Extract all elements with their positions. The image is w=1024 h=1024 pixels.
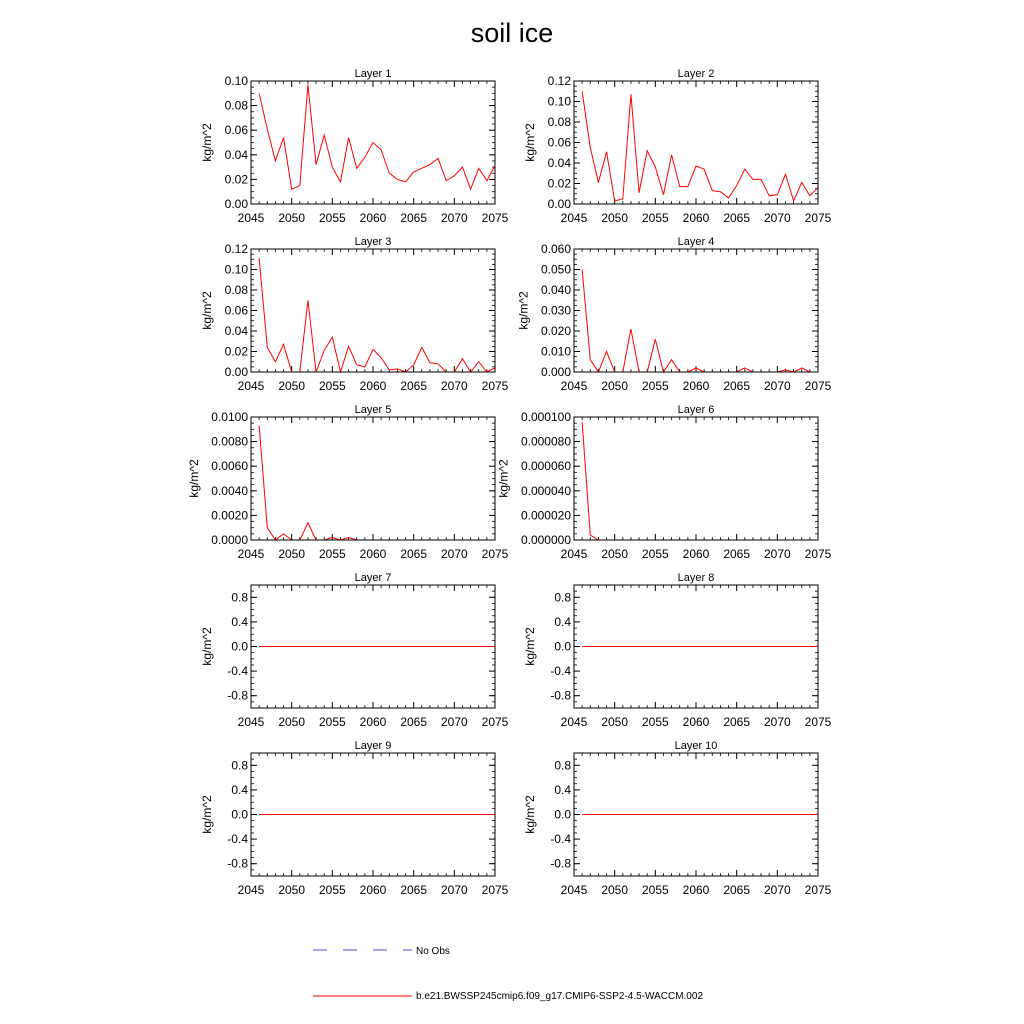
x-tick-label: 2075 (804, 883, 832, 897)
x-tick-label: 2045 (560, 211, 588, 225)
x-tick-label: 2065 (400, 547, 428, 561)
y-tick-label: -0.4 (550, 832, 571, 847)
x-tick-label: 2075 (481, 379, 509, 393)
x-tick-label: 2075 (804, 379, 832, 393)
y-tick-label: 0.000 (540, 365, 571, 379)
y-tick-label: 0.08 (224, 283, 248, 297)
x-tick-label: 2060 (359, 715, 387, 729)
y-axis-label: kg/m^2 (186, 459, 201, 498)
x-tick-label: 2045 (237, 715, 265, 729)
x-tick-label: 2050 (601, 211, 629, 225)
y-tick-label: 0.4 (231, 614, 248, 629)
x-tick-label: 2060 (682, 379, 710, 393)
y-tick-label: 0.010 (540, 344, 571, 359)
x-tick-label: 2050 (278, 547, 306, 561)
panel-title: Layer 2 (677, 68, 715, 80)
panel-layer-2 (523, 68, 831, 225)
plot-frame (251, 249, 495, 372)
x-tick-label: 2045 (560, 883, 588, 897)
x-tick-label: 2065 (723, 715, 751, 729)
y-axis-label: kg/m^2 (496, 459, 511, 498)
x-tick-label: 2055 (318, 211, 346, 225)
y-axis-label: kg/m^2 (200, 795, 215, 834)
panel-title: Layer 8 (677, 572, 715, 584)
x-tick-label: 2075 (481, 883, 509, 897)
x-tick-label: 2045 (560, 379, 588, 393)
y-tick-label: 0.0100 (211, 410, 248, 424)
y-tick-label: 0.0020 (211, 508, 248, 523)
y-tick-label: 0.8 (231, 590, 248, 605)
y-axis-label: kg/m^2 (523, 123, 538, 162)
x-tick-label: 2075 (481, 715, 509, 729)
y-tick-label: -0.4 (550, 664, 571, 679)
series-line-1 (582, 270, 818, 373)
figure-title: soil ice (470, 18, 554, 48)
x-tick-label: 2050 (601, 883, 629, 897)
y-tick-label: -0.4 (227, 832, 248, 847)
series-line-1 (582, 422, 818, 540)
y-tick-label: 0.000040 (520, 483, 571, 498)
y-tick-label: 0.0 (554, 639, 571, 654)
y-tick-label: -0.8 (550, 856, 571, 871)
y-tick-label: 0.08 (224, 98, 248, 113)
y-tick-label: 0.4 (231, 782, 248, 797)
x-tick-label: 2065 (400, 211, 428, 225)
x-tick-label: 2070 (440, 715, 468, 729)
x-tick-label: 2055 (641, 883, 669, 897)
x-tick-label: 2075 (804, 211, 832, 225)
x-tick-label: 2050 (278, 715, 306, 729)
y-tick-label: 0.4 (554, 614, 571, 629)
y-tick-label: 0.06 (547, 135, 571, 150)
x-tick-label: 2065 (400, 715, 428, 729)
x-tick-label: 2050 (601, 715, 629, 729)
x-tick-label: 2050 (278, 379, 306, 393)
x-tick-label: 2065 (723, 547, 751, 561)
x-tick-label: 2045 (560, 715, 588, 729)
panel-layer-7 (200, 572, 508, 729)
x-tick-label: 2060 (359, 211, 387, 225)
x-tick-label: 2050 (601, 379, 629, 393)
panels (187, 68, 832, 897)
y-tick-label: 0.8 (231, 758, 248, 773)
panel-layer-1 (200, 68, 508, 225)
y-tick-label: 0.12 (224, 242, 248, 256)
x-tick-label: 2060 (682, 547, 710, 561)
y-tick-label: 0.000020 (520, 508, 571, 523)
x-tick-label: 2055 (318, 547, 346, 561)
y-tick-label: 0.0040 (211, 483, 248, 498)
x-tick-label: 2055 (318, 379, 346, 393)
x-tick-label: 2055 (318, 715, 346, 729)
panel-title: Layer 7 (354, 572, 392, 584)
y-tick-label: 0.0080 (211, 434, 248, 449)
x-tick-label: 2060 (682, 883, 710, 897)
legend-obs-label: No Obs (416, 946, 450, 957)
x-tick-label: 2055 (641, 211, 669, 225)
x-tick-label: 2075 (481, 211, 509, 225)
y-tick-label: -0.8 (550, 688, 571, 703)
y-axis-label: kg/m^2 (200, 291, 215, 330)
y-tick-label: 0.10 (224, 262, 248, 277)
x-tick-label: 2055 (641, 547, 669, 561)
x-tick-label: 2065 (723, 883, 751, 897)
x-tick-label: 2045 (560, 547, 588, 561)
y-tick-label: 0.04 (547, 156, 571, 170)
panel-layer-5 (187, 404, 509, 561)
x-tick-label: 2065 (400, 883, 428, 897)
x-tick-label: 2075 (804, 547, 832, 561)
x-tick-label: 2050 (278, 883, 306, 897)
panel-title: Layer 9 (354, 740, 392, 752)
y-tick-label: 0.06 (224, 303, 248, 318)
x-tick-label: 2065 (723, 379, 751, 393)
y-axis-label: kg/m^2 (523, 795, 538, 834)
legend-model-label: b.e21.BWSSP245cmip6.f09_g17.CMIP6-SSP2-4.5-WACCM.002 (416, 991, 703, 1002)
series-line-1 (259, 258, 495, 372)
x-tick-label: 2055 (318, 883, 346, 897)
y-tick-label: 0.12 (547, 74, 571, 88)
y-tick-label: 0.8 (554, 758, 571, 773)
panel-title: Layer 4 (677, 236, 715, 248)
y-tick-label: 0.02 (224, 344, 248, 359)
y-tick-label: 0.0000 (211, 533, 248, 547)
y-axis-label: kg/m^2 (200, 123, 215, 162)
y-tick-label: 0.8 (554, 590, 571, 605)
y-tick-label: 0.000080 (520, 434, 571, 449)
x-tick-label: 2070 (763, 379, 791, 393)
panel-layer-9 (200, 740, 508, 897)
y-tick-label: 0.060 (540, 242, 571, 256)
y-tick-label: 0.000060 (520, 459, 571, 474)
y-axis-label: kg/m^2 (516, 291, 531, 330)
panel-title: Layer 1 (354, 68, 392, 80)
y-tick-label: 0.000000 (520, 533, 571, 547)
x-tick-label: 2070 (763, 715, 791, 729)
panel-layer-10 (523, 740, 831, 897)
x-tick-label: 2070 (440, 883, 468, 897)
y-tick-label: 0.00 (224, 365, 248, 379)
series-line-1 (259, 85, 495, 190)
y-tick-label: 0.040 (540, 283, 571, 297)
plot-frame (251, 417, 495, 540)
y-tick-label: -0.8 (227, 856, 248, 871)
x-tick-label: 2045 (237, 547, 265, 561)
x-tick-label: 2045 (237, 883, 265, 897)
x-tick-label: 2060 (682, 715, 710, 729)
x-tick-label: 2045 (237, 379, 265, 393)
series-line-1 (259, 426, 495, 540)
y-tick-label: 0.050 (540, 262, 571, 277)
y-tick-label: -0.8 (227, 688, 248, 703)
y-tick-label: 0.000100 (520, 410, 571, 424)
plot-frame (574, 417, 818, 540)
x-tick-label: 2060 (359, 883, 387, 897)
y-tick-label: 0.02 (224, 172, 248, 187)
y-tick-label: 0.04 (224, 324, 248, 338)
y-tick-label: 0.0060 (211, 459, 248, 474)
y-tick-label: 0.0 (231, 807, 248, 822)
y-tick-label: 0.06 (224, 123, 248, 138)
x-tick-label: 2060 (682, 211, 710, 225)
x-tick-label: 2045 (237, 211, 265, 225)
y-tick-label: 0.4 (554, 782, 571, 797)
x-tick-label: 2070 (440, 547, 468, 561)
panel-layer-8 (523, 572, 831, 729)
x-tick-label: 2075 (481, 547, 509, 561)
y-tick-label: 0.0 (231, 639, 248, 654)
x-tick-label: 2070 (440, 211, 468, 225)
x-tick-label: 2055 (641, 715, 669, 729)
series-line-1 (582, 91, 818, 201)
y-tick-label: 0.08 (547, 115, 571, 129)
x-tick-label: 2070 (440, 379, 468, 393)
x-tick-label: 2075 (804, 715, 832, 729)
panel-layer-4 (517, 236, 832, 393)
panel-title: Layer 10 (674, 740, 718, 752)
y-axis-label: kg/m^2 (523, 627, 538, 666)
y-tick-label: 0.02 (547, 176, 571, 191)
x-tick-label: 2070 (763, 883, 791, 897)
x-tick-label: 2070 (763, 211, 791, 225)
panel-title: Layer 5 (354, 404, 392, 416)
x-tick-label: 2070 (763, 547, 791, 561)
y-tick-label: 0.10 (224, 74, 248, 88)
y-tick-label: 0.020 (540, 324, 571, 338)
y-tick-label: 0.00 (547, 197, 571, 211)
panel-title: Layer 3 (354, 236, 392, 248)
panel-layer-6 (496, 404, 831, 561)
y-tick-label: 0.10 (547, 94, 571, 109)
panel-layer-3 (200, 236, 508, 393)
x-tick-label: 2065 (400, 379, 428, 393)
y-tick-label: 0.00 (224, 197, 248, 211)
y-tick-label: -0.4 (227, 664, 248, 679)
x-tick-label: 2050 (278, 211, 306, 225)
panel-title: Layer 6 (677, 404, 715, 416)
legend (313, 946, 703, 1002)
x-tick-label: 2060 (359, 379, 387, 393)
y-tick-label: 0.030 (540, 303, 571, 318)
y-tick-label: 0.0 (554, 807, 571, 822)
y-tick-label: 0.04 (224, 147, 248, 162)
plot-frame (574, 249, 818, 372)
x-tick-label: 2060 (359, 547, 387, 561)
y-axis-label: kg/m^2 (200, 627, 215, 666)
x-tick-label: 2065 (723, 211, 751, 225)
x-tick-label: 2050 (601, 547, 629, 561)
x-tick-label: 2055 (641, 379, 669, 393)
